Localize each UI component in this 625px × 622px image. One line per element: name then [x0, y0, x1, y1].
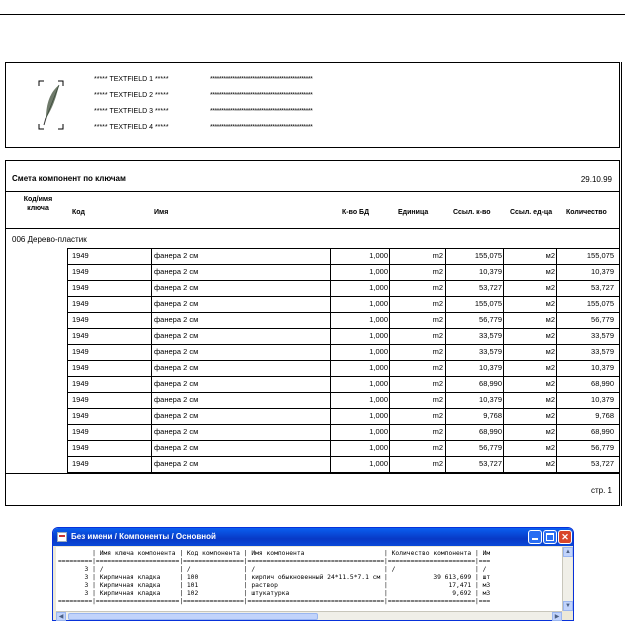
cell-ref-qty: 9,768 [483, 411, 502, 420]
cell-name: фанера 2 см [154, 395, 199, 404]
textfield-value: ********************************************** [210, 76, 313, 83]
minimize-button[interactable] [528, 530, 542, 544]
col-header-unit: Единица [398, 209, 429, 216]
cell-ref-unit: м2 [545, 299, 555, 308]
cell-name: фанера 2 см [154, 251, 199, 260]
textfield-row-4 [94, 121, 312, 135]
grid-line: 3 | Кирпичная кладка | 102 | штукатурка | 9,692 | м3 [58, 590, 491, 597]
textfield-label: ***** TEXTFIELD 1 ***** [94, 76, 169, 83]
page-right-rule [621, 62, 622, 506]
cell-ref-qty: 10,379 [479, 267, 502, 276]
report-body [5, 160, 620, 506]
cell-quantity: 10,379 [591, 267, 614, 276]
grid-line: | Имя ключа компонента | Код компонента | Имя компонента | Количество компонента | Им [58, 550, 491, 557]
row-rule [67, 440, 619, 441]
cell-unit: m2 [432, 411, 443, 420]
minimize-icon [532, 538, 538, 540]
cell-qty-db: 1,000 [369, 251, 388, 260]
cell-unit: m2 [432, 283, 443, 292]
cell-unit: m2 [432, 267, 443, 276]
scroll-right-icon[interactable]: ▶ [552, 612, 562, 621]
maximize-button[interactable] [543, 530, 557, 544]
cell-name: фанера 2 см [154, 379, 199, 388]
cell-quantity: 155,075 [586, 251, 614, 260]
col-header-ref-unit: Ссыл. ед-ца [510, 209, 553, 216]
top-rule [0, 14, 625, 15]
cell-unit: m2 [432, 315, 443, 324]
column-rule [67, 248, 68, 472]
report-title: Смета компонент по ключам [12, 174, 126, 183]
cell-ref-unit: м2 [545, 315, 555, 324]
cell-ref-unit: м2 [545, 363, 555, 372]
cell-quantity: 155,075 [586, 299, 614, 308]
vertical-scrollbar[interactable] [562, 547, 572, 611]
cell-ref-qty: 56,779 [479, 315, 502, 324]
cell-unit: m2 [432, 299, 443, 308]
cell-code: 1949 [72, 443, 89, 452]
cell-qty-db: 1,000 [369, 379, 388, 388]
report-header [5, 62, 620, 148]
cell-name: фанера 2 см [154, 347, 199, 356]
app-icon[interactable] [57, 532, 67, 542]
col-header-code: Код [72, 209, 85, 216]
cell-qty-db: 1,000 [369, 299, 388, 308]
components-window [52, 527, 574, 621]
row-rule [67, 312, 619, 313]
cell-code: 1949 [72, 347, 89, 356]
cell-unit: m2 [432, 363, 443, 372]
cell-qty-db: 1,000 [369, 315, 388, 324]
close-icon: ✕ [561, 532, 569, 542]
report-date: 29.10.99 [580, 175, 612, 184]
cell-quantity: 10,379 [591, 363, 614, 372]
cell-unit: m2 [432, 251, 443, 260]
cell-code: 1949 [72, 251, 89, 260]
cell-qty-db: 1,000 [369, 459, 388, 468]
horizontal-scrollbar[interactable] [56, 611, 562, 620]
cell-qty-db: 1,000 [369, 363, 388, 372]
cell-qty-db: 1,000 [369, 443, 388, 452]
page-number: стр. 1 [590, 486, 612, 495]
cell-code: 1949 [72, 315, 89, 324]
grid-line: =========|======================|================|====================================|=======================|=== [58, 598, 491, 605]
cell-qty-db: 1,000 [369, 283, 388, 292]
window-titlebar[interactable] [53, 528, 573, 546]
scroll-left-icon[interactable]: ◀ [56, 612, 66, 621]
scroll-up-icon[interactable]: ▲ [563, 547, 573, 557]
cell-name: фанера 2 см [154, 411, 199, 420]
cell-ref-unit: м2 [545, 411, 555, 420]
cell-ref-qty: 33,579 [479, 331, 502, 340]
cell-qty-db: 1,000 [369, 267, 388, 276]
cell-qty-db: 1,000 [369, 411, 388, 420]
cell-qty-db: 1,000 [369, 427, 388, 436]
row-rule [67, 280, 619, 281]
cell-ref-qty: 10,379 [479, 363, 502, 372]
cell-unit: m2 [432, 427, 443, 436]
row-rule [67, 392, 619, 393]
cell-ref-qty: 68,990 [479, 427, 502, 436]
row-rule [67, 344, 619, 345]
cell-name: фанера 2 см [154, 363, 199, 372]
column-rule [445, 248, 446, 472]
col-header-name: Имя [154, 209, 169, 216]
cell-code: 1949 [72, 379, 89, 388]
cell-ref-qty: 155,075 [474, 299, 502, 308]
cell-name: фанера 2 см [154, 299, 199, 308]
cell-ref-unit: м2 [545, 379, 555, 388]
row-rule [67, 264, 619, 265]
cell-unit: m2 [432, 347, 443, 356]
cell-unit: m2 [432, 379, 443, 388]
row-rule [67, 360, 619, 361]
cell-quantity: 33,579 [591, 347, 614, 356]
group-label: 006 Дерево-пластик [12, 235, 87, 244]
textfield-label: ***** TEXTFIELD 4 ***** [94, 124, 169, 131]
cell-unit: m2 [432, 395, 443, 404]
cell-name: фанера 2 см [154, 427, 199, 436]
cell-code: 1949 [72, 283, 89, 292]
cell-ref-unit: м2 [545, 427, 555, 436]
col-header-quantity: Количество [566, 209, 607, 216]
cell-ref-qty: 56,779 [479, 443, 502, 452]
cell-ref-qty: 53,727 [479, 283, 502, 292]
textfield-label: ***** TEXTFIELD 3 ***** [94, 108, 169, 115]
cell-code: 1949 [72, 363, 89, 372]
maximize-icon [546, 533, 554, 541]
cell-unit: m2 [432, 331, 443, 340]
textfield-value: ********************************************** [210, 92, 313, 99]
column-rule [330, 248, 331, 472]
cell-ref-qty: 68,990 [479, 379, 502, 388]
cell-ref-qty: 155,075 [474, 251, 502, 260]
textfield-value: ********************************************** [210, 124, 313, 131]
cell-code: 1949 [72, 427, 89, 436]
grid-line: 3 | Кирпичная кладка | 101 | раствор | 17,471 | м3 [58, 582, 491, 589]
textfield-row-1 [94, 73, 312, 87]
cell-code: 1949 [72, 299, 89, 308]
column-rule [503, 248, 504, 472]
column-rule [151, 248, 152, 472]
cell-quantity: 53,727 [591, 283, 614, 292]
cell-quantity: 56,779 [591, 315, 614, 324]
cell-qty-db: 1,000 [369, 331, 388, 340]
grid-line: 3 | / | / | / | / | / [58, 566, 487, 573]
horizontal-scroll-thumb[interactable] [68, 613, 318, 620]
footer-rule [6, 473, 619, 474]
cell-ref-unit: м2 [545, 283, 555, 292]
cell-code: 1949 [72, 267, 89, 276]
cell-name: фанера 2 см [154, 267, 199, 276]
cell-name: фанера 2 см [154, 443, 199, 452]
cell-name: фанера 2 см [154, 331, 199, 340]
cell-ref-qty: 53,727 [479, 459, 502, 468]
header-top-rule [6, 191, 619, 192]
cell-name: фанера 2 см [154, 283, 199, 292]
cell-ref-unit: м2 [545, 331, 555, 340]
row-rule [67, 456, 619, 457]
cell-name: фанера 2 см [154, 459, 199, 468]
close-button[interactable] [558, 530, 572, 544]
cell-quantity: 33,579 [591, 331, 614, 340]
cell-unit: m2 [432, 443, 443, 452]
cell-name: фанера 2 см [154, 315, 199, 324]
grid-line: 3 | Кирпичная кладка | 100 | кирпич обыкновенный 24*11.5*7.1 см | 39 613,699 | шт [58, 574, 491, 581]
cell-code: 1949 [72, 395, 89, 404]
col-header-ref-qty: Ссыл. к-во [453, 209, 491, 216]
cell-quantity: 9,768 [595, 411, 614, 420]
cell-ref-unit: м2 [545, 251, 555, 260]
cell-unit: m2 [432, 459, 443, 468]
column-rule [389, 248, 390, 472]
col-header-key: Код/имя ключа [23, 196, 53, 212]
row-rule [67, 296, 619, 297]
cell-ref-unit: м2 [545, 347, 555, 356]
cell-quantity: 56,779 [591, 443, 614, 452]
quill-logo-icon [38, 80, 64, 130]
textfield-label: ***** TEXTFIELD 2 ***** [94, 92, 169, 99]
cell-ref-unit: м2 [545, 443, 555, 452]
cell-ref-qty: 33,579 [479, 347, 502, 356]
cell-code: 1949 [72, 411, 89, 420]
cell-qty-db: 1,000 [369, 395, 388, 404]
row-rule [67, 472, 619, 473]
row-rule [67, 328, 619, 329]
cell-quantity: 68,990 [591, 379, 614, 388]
row-rule [67, 376, 619, 377]
row-rule [67, 424, 619, 425]
column-rule [556, 248, 557, 472]
scroll-down-icon[interactable]: ▼ [563, 601, 573, 611]
window-title: Без имени / Компоненты / Основной [71, 532, 216, 541]
cell-quantity: 68,990 [591, 427, 614, 436]
grid-line: =========|======================|================|====================================|=======================|=== [58, 558, 491, 565]
col-header-qty-db: К-во БД [342, 209, 370, 216]
cell-quantity: 10,379 [591, 395, 614, 404]
cell-code: 1949 [72, 459, 89, 468]
cell-ref-unit: м2 [545, 395, 555, 404]
components-grid[interactable] [56, 547, 562, 611]
row-rule [67, 408, 619, 409]
textfield-row-3 [94, 105, 312, 119]
textfield-row-2 [94, 89, 312, 103]
row-rule [67, 248, 619, 249]
header-bottom-rule [6, 228, 619, 229]
cell-qty-db: 1,000 [369, 347, 388, 356]
cell-quantity: 53,727 [591, 459, 614, 468]
cell-ref-qty: 10,379 [479, 395, 502, 404]
textfield-value: ********************************************** [210, 108, 313, 115]
cell-ref-unit: м2 [545, 459, 555, 468]
cell-ref-unit: м2 [545, 267, 555, 276]
cell-code: 1949 [72, 331, 89, 340]
